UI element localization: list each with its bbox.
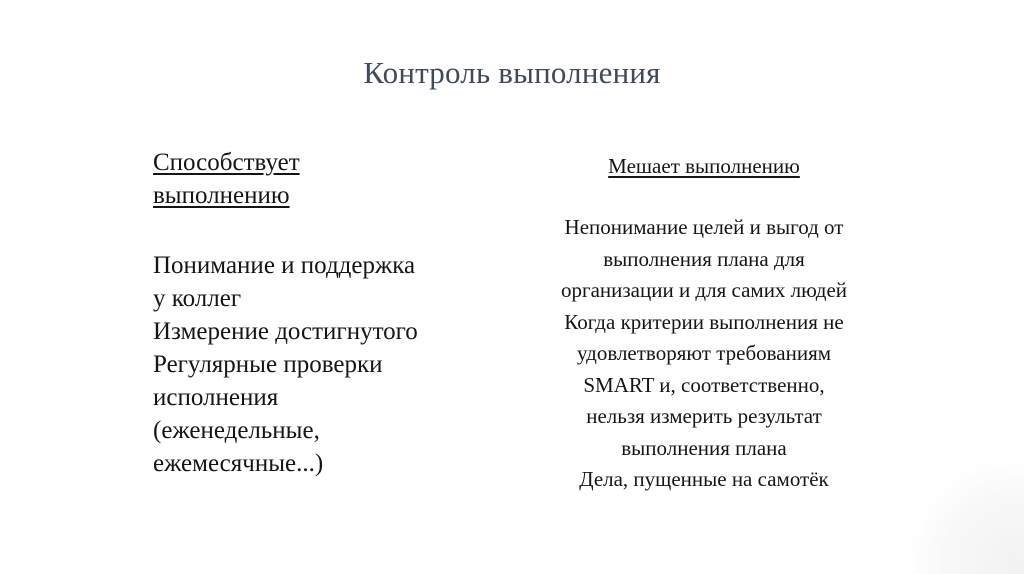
right-item-line: удовлетворяют требованиям bbox=[576, 341, 832, 365]
slide-title: Контроль выполнения bbox=[363, 55, 661, 90]
left-item-line: (еженедельные, bbox=[153, 417, 320, 444]
right-item-line: Когда критерии выполнения не bbox=[564, 309, 844, 334]
left-column-heading bbox=[153, 146, 493, 212]
left-item-line: Регулярные проверки bbox=[153, 351, 383, 378]
right-item-line: SMART и, соответственно, bbox=[583, 372, 825, 397]
left-item-line: ежемесячные...) bbox=[153, 450, 324, 477]
right-column-items bbox=[520, 212, 888, 496]
right-item-line: Непонимание целей и выгод от bbox=[564, 215, 844, 239]
left-item-line: у коллег bbox=[153, 285, 242, 312]
left-item-line: исполнения bbox=[153, 384, 279, 411]
right-item-line: организации и для самих людей bbox=[560, 278, 848, 302]
left-item-line: Понимание и поддержка bbox=[153, 252, 416, 279]
left-column-items bbox=[153, 249, 493, 480]
left-heading-line: выполнению bbox=[153, 182, 290, 209]
left-item-line: Измерение достигнутого bbox=[153, 318, 418, 345]
right-item-line: выполнения плана bbox=[621, 435, 787, 460]
right-item-line: нельзя измерить результат bbox=[586, 404, 822, 428]
left-column bbox=[153, 146, 493, 480]
right-column-heading: Мешает выполнению bbox=[608, 154, 800, 178]
left-heading-line: Способствует bbox=[153, 149, 300, 176]
corner-decoration bbox=[904, 454, 1024, 574]
right-item-line: Дела, пущенные на самотёк bbox=[579, 467, 829, 491]
right-item-line: выполнения плана для bbox=[603, 246, 805, 271]
right-column bbox=[520, 153, 888, 496]
